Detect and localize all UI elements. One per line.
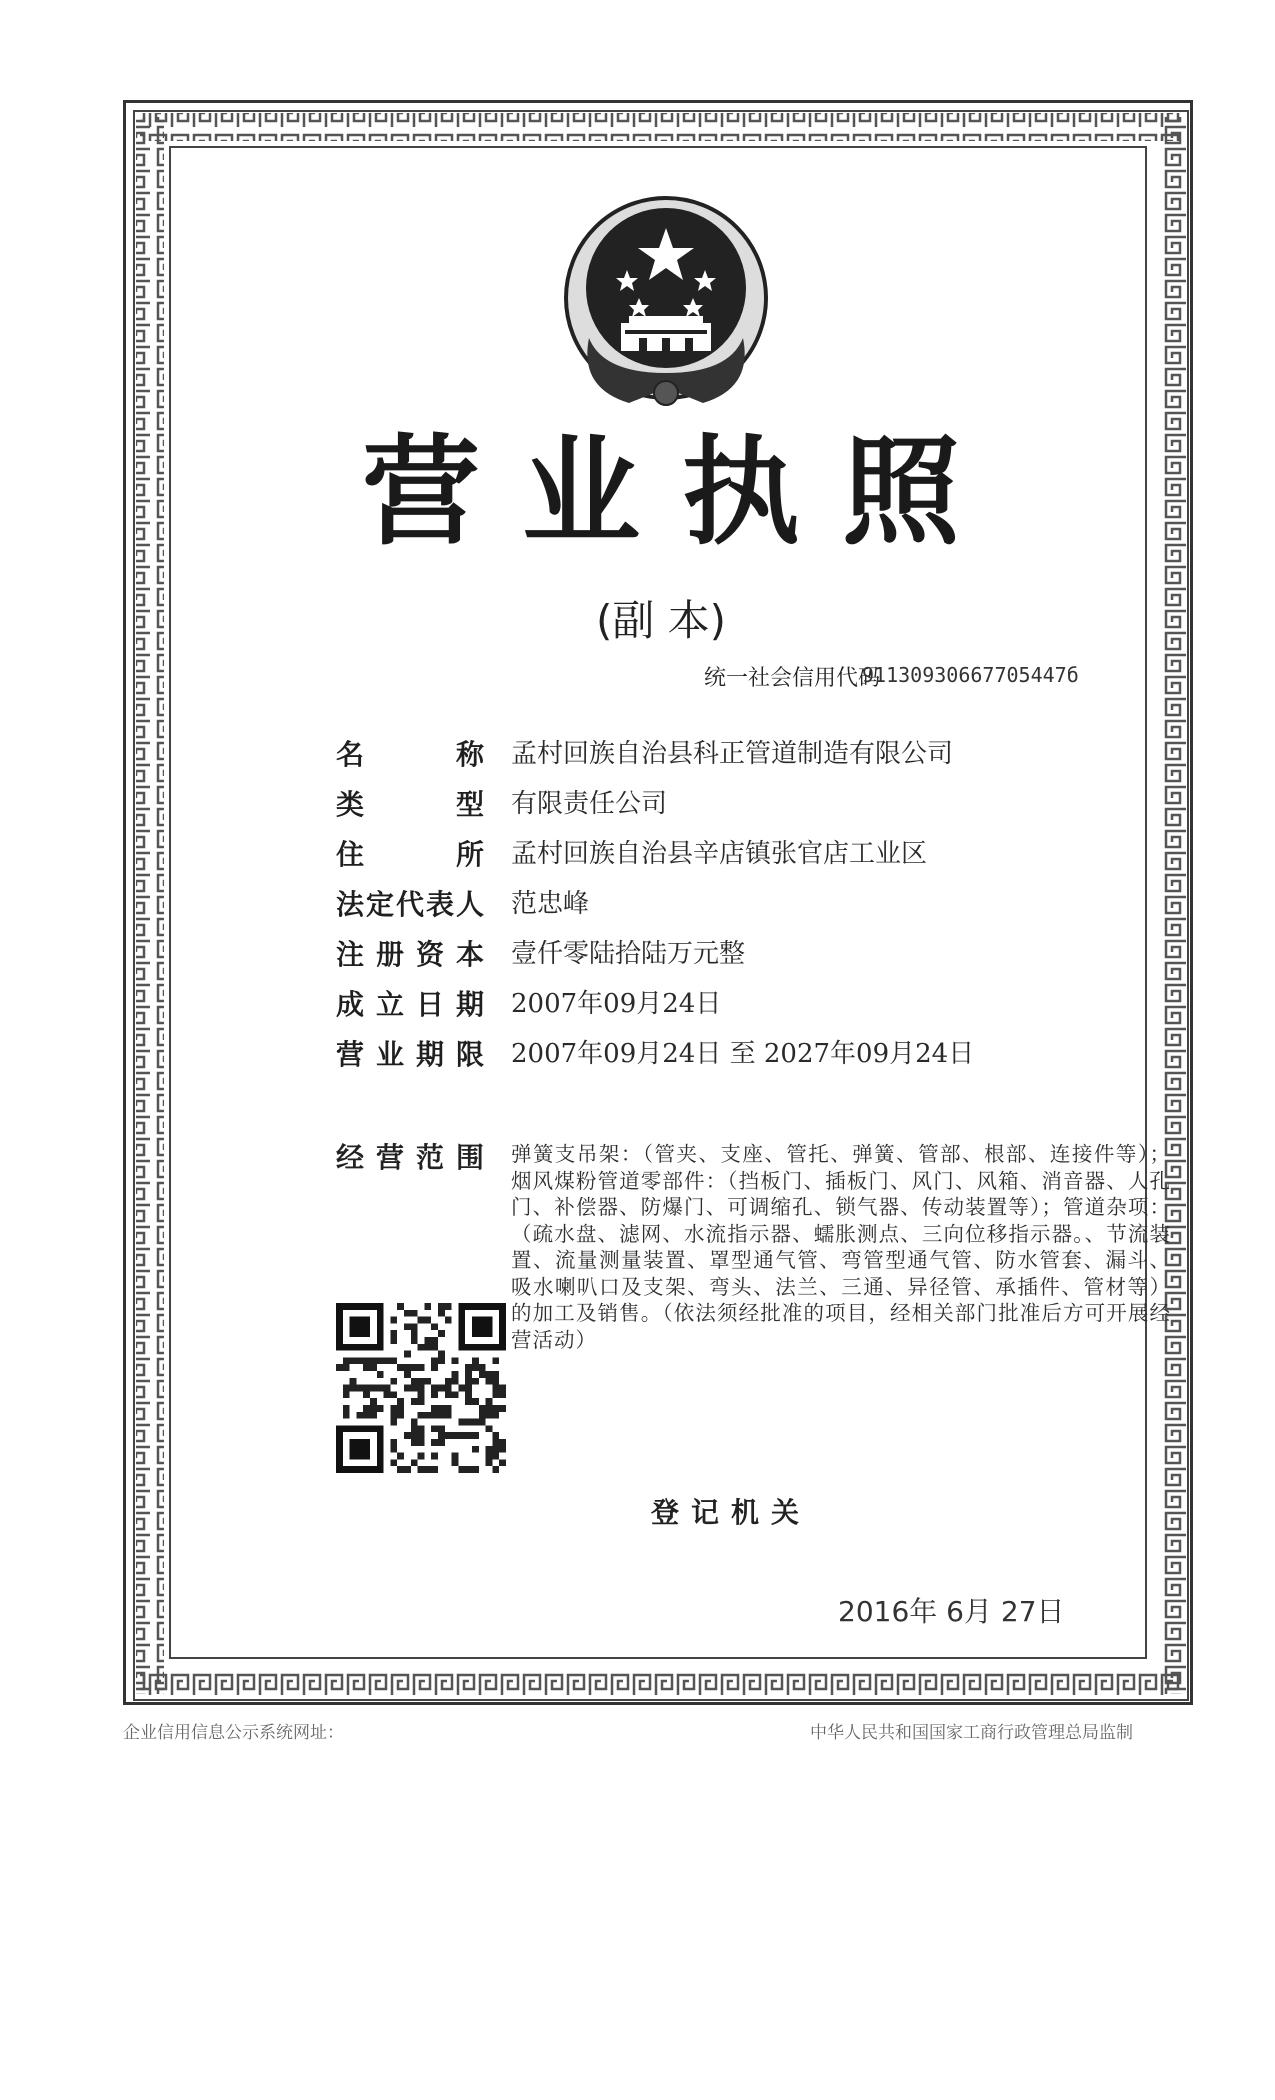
qr-module <box>452 1459 459 1466</box>
qr-module <box>356 1385 363 1392</box>
qr-module <box>343 1364 350 1371</box>
qr-module <box>424 1317 431 1324</box>
qr-module <box>411 1323 418 1330</box>
field-value: 孟村回族自治县辛店镇张官店工业区 <box>511 839 928 869</box>
qr-module <box>431 1439 438 1446</box>
qr-module <box>390 1446 397 1453</box>
qr-module <box>499 1446 506 1453</box>
qr-module <box>418 1344 425 1351</box>
qr-module <box>452 1432 459 1439</box>
qr-module <box>404 1364 411 1371</box>
qr-module <box>390 1337 397 1344</box>
qr-module <box>384 1385 391 1392</box>
qr-module <box>445 1405 452 1412</box>
qr-module <box>438 1425 445 1432</box>
qr-module <box>390 1317 397 1324</box>
field-legal-representative <box>336 888 590 921</box>
qr-module <box>418 1378 425 1385</box>
qr-module <box>363 1412 370 1419</box>
qr-module <box>465 1398 472 1405</box>
qr-module <box>390 1419 397 1426</box>
qr-module <box>418 1425 425 1432</box>
qr-module <box>458 1432 465 1439</box>
qr-module <box>418 1412 425 1419</box>
qr-module <box>452 1391 459 1398</box>
qr-module <box>431 1364 438 1371</box>
qr-module <box>458 1419 465 1426</box>
qr-module <box>486 1453 493 1460</box>
qr-module <box>356 1412 363 1419</box>
field-type <box>336 788 668 821</box>
qr-module <box>486 1378 493 1385</box>
qr-module <box>499 1459 506 1466</box>
qr-module <box>472 1398 479 1405</box>
qr-module <box>411 1439 418 1446</box>
qr-module <box>377 1357 384 1364</box>
qr-module <box>418 1364 425 1371</box>
qr-module <box>397 1412 404 1419</box>
national-emblem <box>559 188 774 418</box>
qr-module <box>424 1412 431 1419</box>
qr-module <box>424 1303 431 1310</box>
registration-authority: 登记机关 <box>650 1496 811 1529</box>
qr-module <box>418 1439 425 1446</box>
qr-module <box>390 1459 397 1466</box>
qr-module <box>397 1364 404 1371</box>
field-business-term <box>336 1038 975 1071</box>
qr-module <box>472 1432 479 1439</box>
qr-module <box>452 1357 459 1364</box>
qr-module <box>390 1391 397 1398</box>
qr-module <box>411 1364 418 1371</box>
qr-module <box>397 1398 404 1405</box>
qr-module <box>472 1357 479 1364</box>
qr-module <box>397 1466 404 1473</box>
qr-module <box>424 1344 431 1351</box>
qr-module <box>343 1385 350 1392</box>
qr-module <box>486 1425 493 1432</box>
qr-module <box>445 1303 452 1310</box>
credit-code-row <box>704 661 1199 692</box>
qr-module <box>492 1405 499 1412</box>
qr-module <box>438 1405 445 1412</box>
qr-module <box>411 1310 418 1317</box>
qr-code <box>336 1303 506 1473</box>
field-established-date <box>336 988 722 1021</box>
qr-module <box>499 1385 506 1392</box>
qr-module <box>404 1385 411 1392</box>
qr-module <box>377 1371 384 1378</box>
qr-module <box>465 1385 472 1392</box>
qr-module <box>438 1351 445 1358</box>
field-label: 营业期限 <box>336 1038 484 1071</box>
qr-module <box>404 1351 411 1358</box>
qr-module <box>363 1357 370 1364</box>
field-value: 壹仟零陆拾陆万元整 <box>511 939 746 969</box>
qr-module <box>486 1459 493 1466</box>
qr-module <box>499 1405 506 1412</box>
qr-module <box>404 1323 411 1330</box>
qr-module <box>390 1439 397 1446</box>
qr-module <box>363 1364 370 1371</box>
field-value: 范忠峰 <box>511 889 590 919</box>
qr-module <box>486 1371 493 1378</box>
qr-module <box>445 1317 452 1324</box>
qr-module <box>492 1412 499 1419</box>
qr-module <box>370 1364 377 1371</box>
qr-module <box>356 1357 363 1364</box>
qr-module <box>404 1466 411 1473</box>
qr-module <box>479 1405 486 1412</box>
qr-module <box>445 1432 452 1439</box>
field-label: 类型 <box>336 788 484 821</box>
qr-module <box>492 1357 499 1364</box>
qr-module <box>418 1432 425 1439</box>
qr-module <box>404 1432 411 1439</box>
qr-module <box>431 1453 438 1460</box>
qr-module <box>479 1412 486 1419</box>
qr-module <box>452 1453 459 1460</box>
qr-module <box>431 1405 438 1412</box>
qr-module <box>350 1357 357 1364</box>
qr-module <box>411 1432 418 1439</box>
qr-module <box>431 1425 438 1432</box>
field-label: 住所 <box>336 838 484 871</box>
qr-module <box>343 1391 350 1398</box>
qr-module <box>431 1391 438 1398</box>
qr-module <box>397 1453 404 1460</box>
qr-module <box>411 1398 418 1405</box>
qr-module <box>472 1419 479 1426</box>
qr-module <box>486 1412 493 1419</box>
qr-module <box>492 1371 499 1378</box>
qr-module <box>438 1303 445 1310</box>
qr-module <box>418 1466 425 1473</box>
qr-module <box>363 1405 370 1412</box>
qr-module <box>472 1446 479 1453</box>
qr-module <box>465 1371 472 1378</box>
qr-module <box>472 1364 479 1371</box>
field-value: 有限责任公司 <box>511 789 668 819</box>
field-label: 名称 <box>336 738 484 771</box>
qr-module <box>431 1337 438 1344</box>
qr-module <box>445 1378 452 1385</box>
qr-module <box>397 1303 404 1310</box>
qr-module <box>492 1385 499 1392</box>
qr-module <box>431 1344 438 1351</box>
qr-module <box>418 1391 425 1398</box>
qr-module <box>343 1405 350 1412</box>
qr-module <box>465 1391 472 1398</box>
qr-module <box>418 1317 425 1324</box>
qr-module <box>486 1446 493 1453</box>
qr-module <box>479 1364 486 1371</box>
qr-module <box>411 1385 418 1392</box>
field-registered-capital <box>336 938 746 971</box>
qr-module <box>452 1378 459 1385</box>
qr-module <box>492 1446 499 1453</box>
credit-code-value: 91130930667705447б <box>862 663 1079 687</box>
qr-module <box>492 1466 499 1473</box>
qr-module <box>479 1419 486 1426</box>
qr-module <box>445 1412 452 1419</box>
field-value: 2007年09月24日 <box>511 989 722 1019</box>
qr-module <box>465 1466 472 1473</box>
qr-module <box>431 1385 438 1392</box>
qr-module <box>411 1459 418 1466</box>
qr-module <box>492 1391 499 1398</box>
qr-module <box>370 1385 377 1392</box>
qr-module <box>438 1385 445 1392</box>
qr-module <box>397 1405 404 1412</box>
field-address <box>336 838 928 871</box>
qr-module <box>458 1385 465 1392</box>
qr-module <box>438 1412 445 1419</box>
qr-module <box>438 1432 445 1439</box>
field-label: 成立日期 <box>336 988 484 1021</box>
qr-module <box>418 1385 425 1392</box>
qr-module <box>499 1439 506 1446</box>
qr-module <box>390 1330 397 1337</box>
qr-module <box>377 1385 384 1392</box>
footer-website-label: 企业信用信息公示系统网址： <box>123 1723 344 1743</box>
qr-module <box>486 1405 493 1412</box>
qr-module <box>438 1330 445 1337</box>
footer-issuer: 中华人民共和国国家工商行政管理总局监制 <box>810 1723 1133 1743</box>
qr-module <box>404 1310 411 1317</box>
qr-module <box>336 1364 343 1371</box>
qr-module <box>370 1412 377 1419</box>
qr-module <box>363 1385 370 1392</box>
qr-module <box>363 1391 370 1398</box>
qr-module <box>452 1371 459 1378</box>
qr-module <box>431 1323 438 1330</box>
qr-module <box>431 1412 438 1419</box>
qr-module <box>431 1466 438 1473</box>
qr-module <box>384 1391 391 1398</box>
qr-module <box>390 1357 397 1364</box>
field-label: 注册资本 <box>336 938 484 971</box>
qr-module <box>492 1432 499 1439</box>
scope-label: 经营范围 <box>336 1141 484 1174</box>
qr-module <box>424 1378 431 1385</box>
qr-module <box>438 1439 445 1446</box>
qr-module <box>404 1371 411 1378</box>
qr-module <box>472 1466 479 1473</box>
license-title: 营业执照 <box>361 423 1002 561</box>
license-subtitle: (副 本) <box>595 596 727 645</box>
qr-module <box>465 1419 472 1426</box>
qr-module <box>350 1378 357 1385</box>
qr-module <box>424 1466 431 1473</box>
qr-module <box>411 1337 418 1344</box>
credit-code-label: 统一社会信用代码 <box>704 666 881 691</box>
business-license <box>123 100 1193 1705</box>
qr-module <box>465 1432 472 1439</box>
qr-module <box>438 1310 445 1317</box>
qr-module <box>411 1419 418 1426</box>
qr-module <box>492 1439 499 1446</box>
qr-module <box>499 1391 506 1398</box>
qr-module <box>492 1453 499 1460</box>
qr-module <box>445 1391 452 1398</box>
issue-date: 2016年 6月 27日 <box>838 1595 1065 1628</box>
field-value: 孟村回族自治县科正管道制造有限公司 <box>511 739 954 769</box>
qr-module <box>370 1398 377 1405</box>
qr-module <box>390 1378 397 1385</box>
qr-module <box>384 1357 391 1364</box>
field-label: 法定代表人 <box>336 888 484 921</box>
qr-module <box>486 1398 493 1405</box>
qr-module <box>390 1412 397 1419</box>
qr-module <box>377 1405 384 1412</box>
qr-module <box>418 1398 425 1405</box>
qr-module <box>465 1378 472 1385</box>
qr-module <box>411 1330 418 1337</box>
qr-module <box>343 1412 350 1419</box>
qr-module <box>492 1378 499 1385</box>
qr-module <box>370 1357 377 1364</box>
qr-module <box>411 1425 418 1432</box>
qr-module <box>465 1364 472 1371</box>
qr-module <box>472 1378 479 1385</box>
qr-module <box>343 1357 350 1364</box>
qr-module <box>479 1371 486 1378</box>
qr-module <box>370 1405 377 1412</box>
scope-text: 弹簧支吊架：（管夹、支座、管托、弹簧、管部、根部、连接件等）；烟风煤粉管道零部件：（挡板门、插板门、风门、风箱、消音器、人孔门、补偿器、防爆门、可调缩孔、锁气器、传动装置等）；管道杂项：（疏水盘、滤网、水流指示器、蠕胀测点、三向位移指示器。、节流装置、流量测量装置、罩型通气管、弯管型通气管、防水管套、漏斗、吸水喇叭口及支架、弯头、法兰、三通、异径管、承插件、管材等）的加工及销售。（依法须经批准的项目，经相关部门批准后方可开展经营活动） <box>511 1142 1171 1352</box>
qr-module <box>424 1337 431 1344</box>
qr-module <box>350 1385 357 1392</box>
qr-module <box>431 1357 438 1364</box>
qr-module <box>445 1385 452 1392</box>
qr-module <box>390 1405 397 1412</box>
field-value: 2007年09月24日 至 2027年09月24日 <box>511 1039 975 1069</box>
qr-module <box>438 1357 445 1364</box>
field-name <box>336 738 954 771</box>
qr-module <box>418 1453 425 1460</box>
qr-module <box>411 1378 418 1385</box>
qr-module <box>458 1466 465 1473</box>
